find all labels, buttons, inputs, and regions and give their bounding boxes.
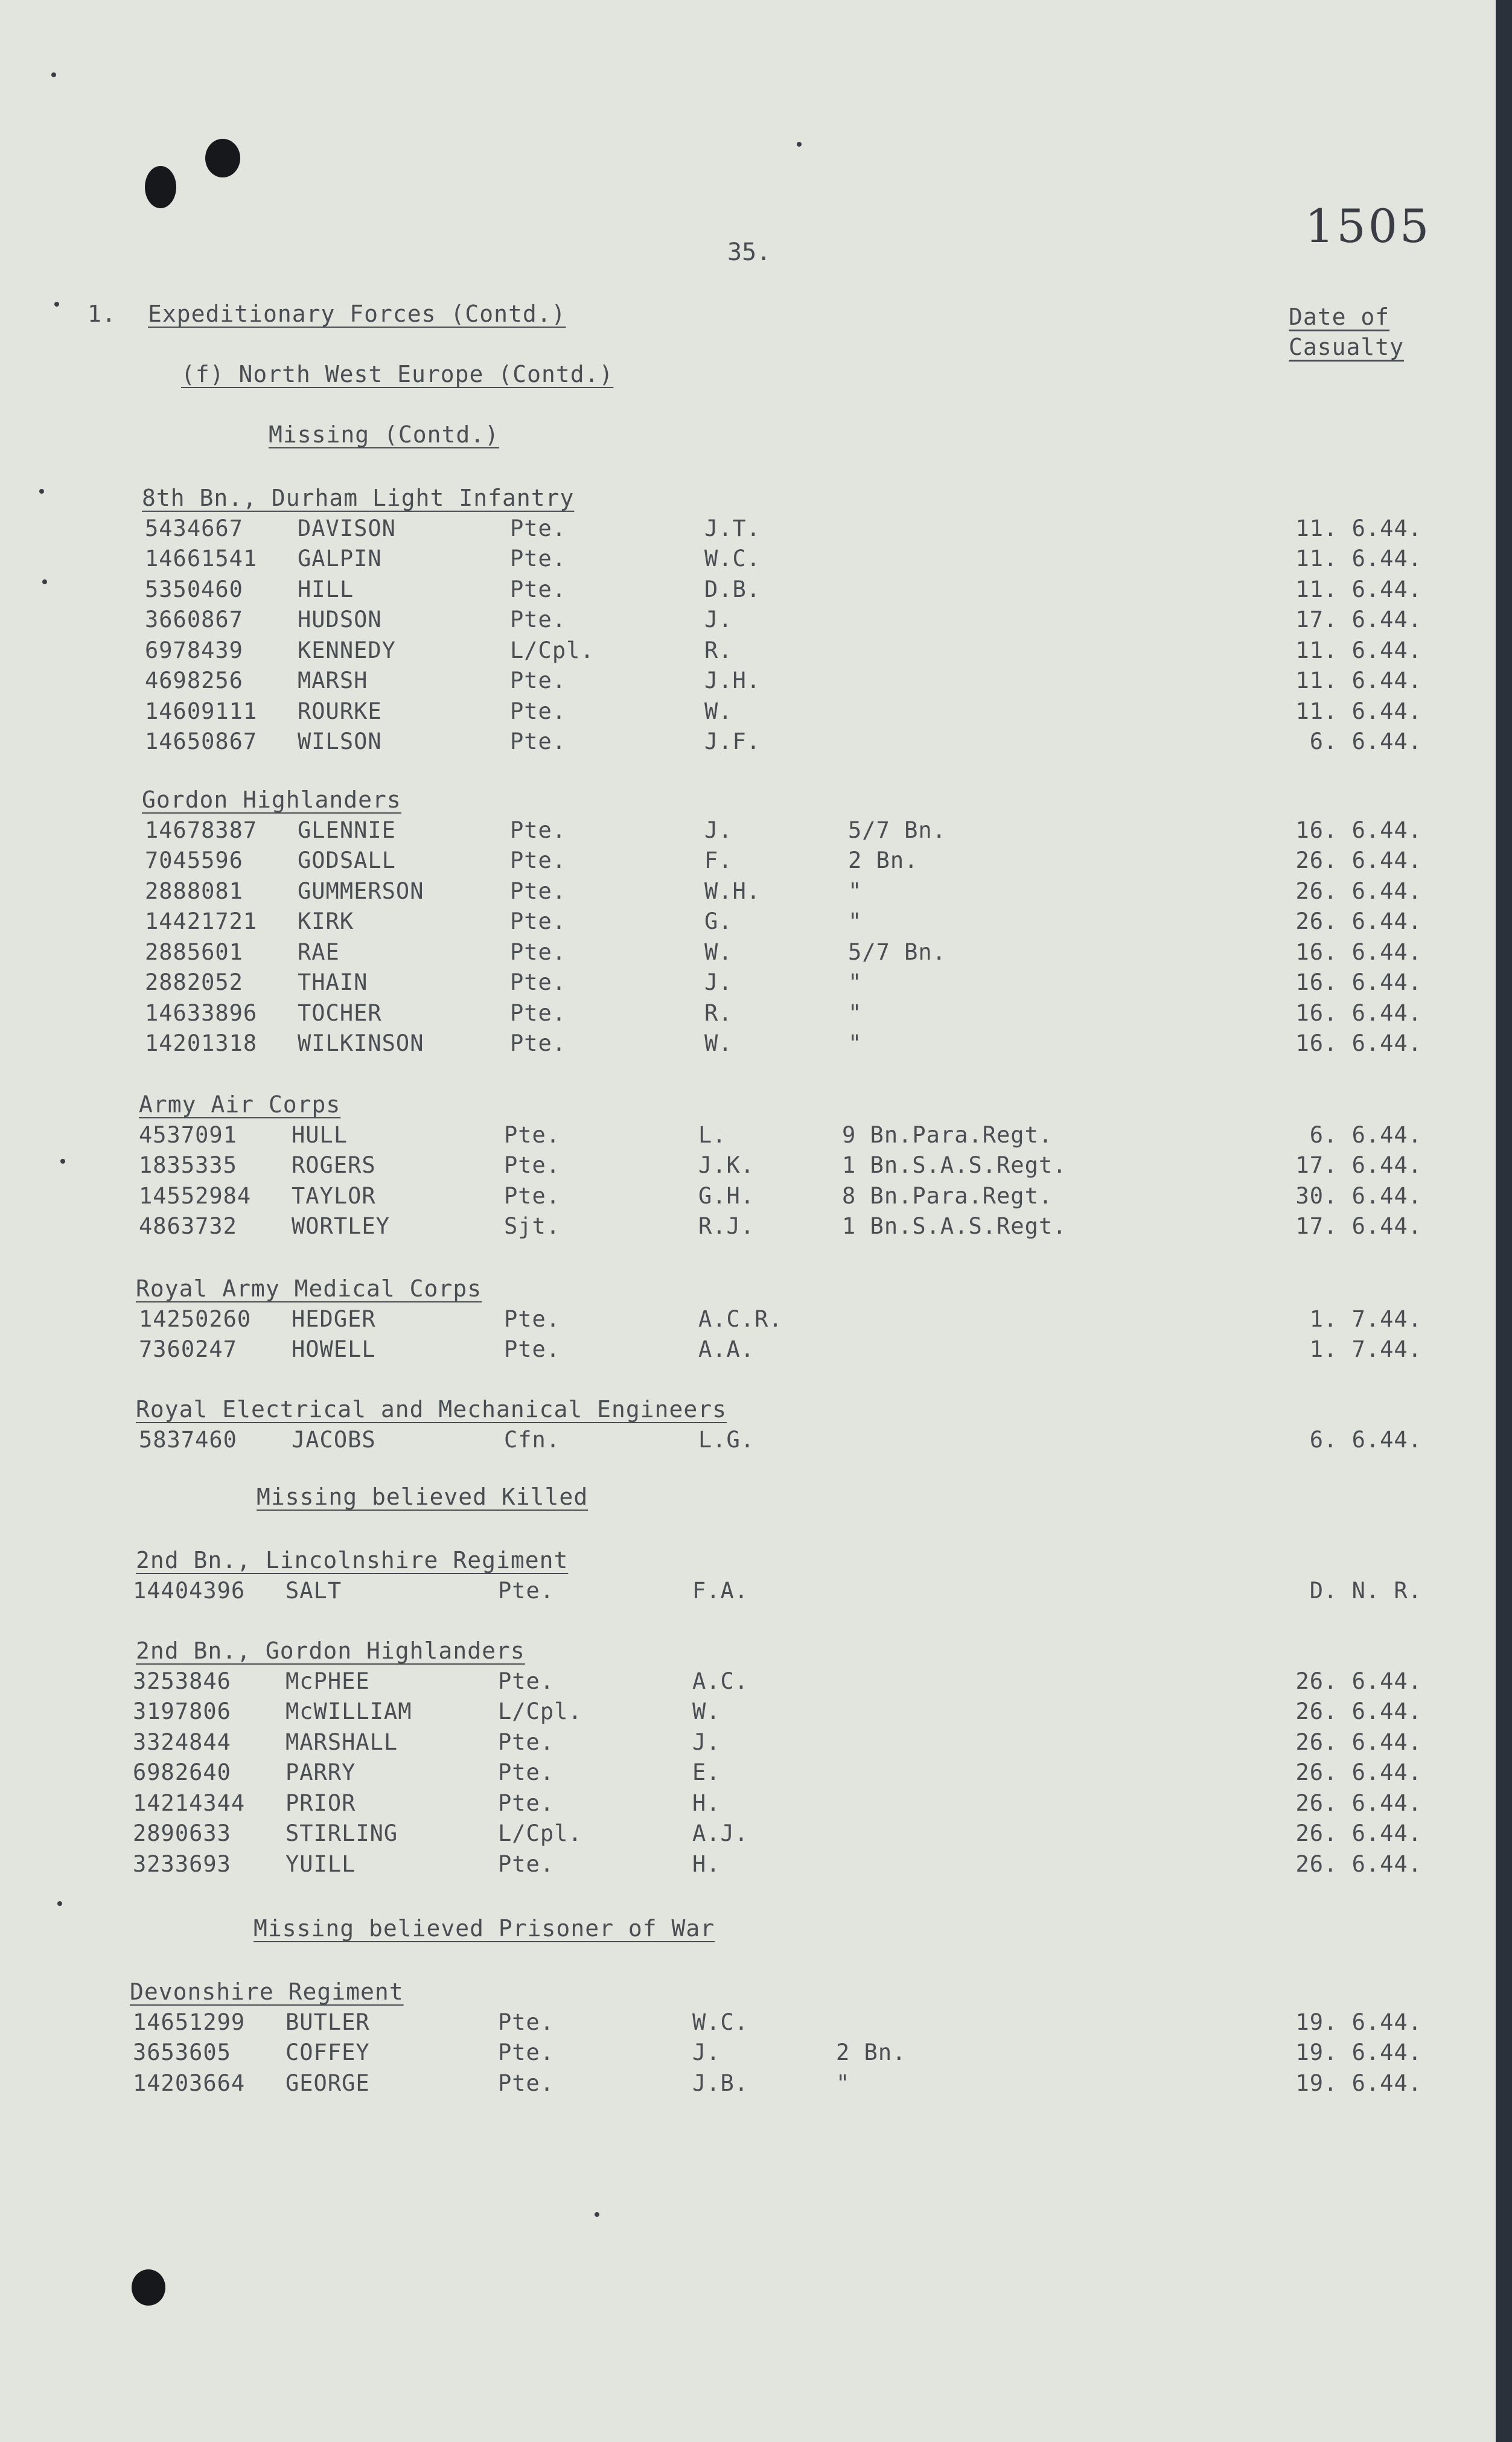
service-number: 3253846: [133, 1668, 231, 1694]
battalion: 8 Bn.Para.Regt.: [842, 1183, 1053, 1209]
casualty-date: 16. 6.44.: [1295, 969, 1422, 995]
casualty-row: [0, 1334, 1496, 1365]
rank: Pte.: [510, 939, 567, 965]
initials: H.: [692, 1851, 721, 1877]
battalion: ": [848, 969, 863, 995]
initials: W.: [704, 939, 733, 965]
rank: Pte.: [510, 546, 567, 572]
casualty-date: 26. 6.44.: [1295, 1820, 1422, 1846]
service-number: 6982640: [133, 1759, 231, 1785]
casualty-row: [0, 1425, 1496, 1455]
rank: Pte.: [498, 2039, 555, 2065]
unit-heading: Army Air Corps: [139, 1091, 341, 1118]
surname: COFFEY: [285, 2039, 370, 2065]
punch-hole-top-small: [145, 166, 176, 208]
casualty-date: 16. 6.44.: [1295, 1000, 1422, 1026]
casualty-row: [0, 666, 1496, 696]
casualty-date: 17. 6.44.: [1295, 607, 1422, 633]
casualty-row: [0, 1304, 1496, 1334]
rank: Pte.: [510, 515, 567, 541]
rank: Pte.: [510, 969, 567, 995]
casualty-row: [0, 1697, 1496, 1727]
casualty-date: 17. 6.44.: [1295, 1152, 1422, 1178]
rank: Pte.: [510, 698, 567, 724]
rank: Pte.: [498, 1729, 555, 1755]
surname: WILSON: [298, 728, 382, 754]
surname: MARSH: [298, 668, 368, 693]
casualty-row: [0, 937, 1496, 968]
battalion: 5/7 Bn.: [848, 817, 946, 843]
rank: Pte.: [504, 1336, 561, 1362]
surname: WILKINSON: [298, 1030, 424, 1056]
initials: J.: [704, 969, 733, 995]
surname: McPHEE: [285, 1668, 370, 1694]
initials: W.C.: [692, 2009, 749, 2035]
service-number: 14650867: [145, 728, 258, 754]
rank: Pte.: [510, 1000, 567, 1026]
casualty-row: [0, 1150, 1496, 1181]
battalion: ": [836, 2070, 850, 2096]
casualty-date: 16. 6.44.: [1295, 817, 1422, 843]
initials: E.: [692, 1759, 721, 1785]
casualty-row: [0, 544, 1496, 574]
section-number: 1.: [88, 301, 116, 327]
battalion: 2 Bn.: [848, 847, 919, 873]
paper-speck: [797, 142, 802, 147]
service-number: 14250260: [139, 1306, 252, 1332]
initials: A.C.R.: [698, 1306, 783, 1332]
surname: ROURKE: [298, 698, 382, 724]
casualty-row: [0, 907, 1496, 937]
rank: L/Cpl.: [510, 637, 595, 663]
rank: Pte.: [510, 576, 567, 602]
surname: THAIN: [298, 969, 368, 995]
initials: R.J.: [698, 1213, 755, 1239]
casualty-date: 11. 6.44.: [1295, 698, 1422, 724]
folio-number: 1505: [1305, 199, 1432, 253]
casualty-date: 26. 6.44.: [1295, 878, 1422, 904]
service-number: 6978439: [145, 637, 243, 663]
battalion: 1 Bn.S.A.S.Regt.: [842, 1152, 1067, 1178]
casualty-row: [0, 1028, 1496, 1059]
rank: Pte.: [510, 878, 567, 904]
date-header-line2: Casualty: [1289, 334, 1405, 360]
casualty-row: [0, 514, 1496, 544]
service-number: 14651299: [133, 2009, 246, 2035]
service-number: 14214344: [133, 1790, 246, 1816]
casualty-date: 16. 6.44.: [1295, 939, 1422, 965]
casualty-date: 26. 6.44.: [1295, 908, 1422, 934]
casualty-date: 6. 6.44.: [1309, 1122, 1422, 1148]
battalion: 5/7 Bn.: [848, 939, 946, 965]
service-number: 3660867: [145, 607, 243, 633]
casualty-row: [0, 846, 1496, 876]
initials: D.B.: [704, 576, 761, 602]
surname: McWILLIAM: [285, 1698, 412, 1724]
service-number: 5837460: [139, 1427, 237, 1453]
casualty-row: [0, 2007, 1496, 2038]
service-number: 5434667: [145, 515, 243, 541]
surname: HULL: [292, 1122, 348, 1148]
casualty-date: 1. 7.44.: [1309, 1336, 1422, 1362]
casualty-date: 11. 6.44.: [1295, 637, 1422, 663]
rank: Pte.: [504, 1122, 561, 1148]
initials: J.: [692, 1729, 721, 1755]
casualty-row: [0, 1758, 1496, 1788]
casualty-date: 17. 6.44.: [1295, 1213, 1422, 1239]
initials: W.C.: [704, 546, 761, 572]
service-number: 2890633: [133, 1820, 231, 1846]
surname: SALT: [285, 1578, 342, 1604]
casualty-row: [0, 575, 1496, 605]
initials: J.F.: [704, 728, 761, 754]
service-number: 14609111: [145, 698, 258, 724]
initials: J.H.: [704, 668, 761, 693]
casualty-row: [0, 1727, 1496, 1758]
battalion: ": [848, 908, 863, 934]
battalion: ": [848, 1030, 863, 1056]
surname: RAE: [298, 939, 340, 965]
battalion: 2 Bn.: [836, 2039, 907, 2065]
rank: Pte.: [498, 1790, 555, 1816]
rank: Sjt.: [504, 1213, 561, 1239]
surname: BUTLER: [285, 2009, 370, 2035]
surname: GLENNIE: [298, 817, 396, 843]
casualty-date: 16. 6.44.: [1295, 1030, 1422, 1056]
surname: HEDGER: [292, 1306, 376, 1332]
rank: Pte.: [510, 668, 567, 693]
service-number: 2888081: [145, 878, 243, 904]
service-number: 3233693: [133, 1851, 231, 1877]
battalion: 9 Bn.Para.Regt.: [842, 1122, 1053, 1148]
casualty-row: [0, 697, 1496, 727]
rank: Pte.: [510, 847, 567, 873]
casualty-date: 11. 6.44.: [1295, 515, 1422, 541]
service-number: 4537091: [139, 1122, 237, 1148]
battalion: ": [848, 878, 863, 904]
casualty-date: 30. 6.44.: [1295, 1183, 1422, 1209]
casualty-row: [0, 815, 1496, 846]
service-number: 14203664: [133, 2070, 246, 2096]
casualty-row: [0, 1819, 1496, 1849]
rank: Pte.: [504, 1152, 561, 1178]
service-number: 14661541: [145, 546, 258, 572]
rank: Pte.: [498, 1668, 555, 1694]
initials: F.A.: [692, 1578, 749, 1604]
casualty-row: [0, 998, 1496, 1028]
rank: Pte.: [498, 1578, 555, 1604]
rank: Cfn.: [504, 1427, 561, 1453]
surname: DAVISON: [298, 515, 396, 541]
casualty-date: 26. 6.44.: [1295, 1668, 1422, 1694]
service-number: 14678387: [145, 817, 258, 843]
initials: L.G.: [698, 1427, 755, 1453]
service-number: 4863732: [139, 1213, 237, 1239]
service-number: 3324844: [133, 1729, 231, 1755]
rank: Pte.: [510, 1030, 567, 1056]
service-number: 14404396: [133, 1578, 246, 1604]
surname: KENNEDY: [298, 637, 396, 663]
surname: MARSHALL: [285, 1729, 398, 1755]
surname: HILL: [298, 576, 354, 602]
service-number: 14633896: [145, 1000, 258, 1026]
page-edge: [1496, 0, 1512, 2442]
surname: GODSALL: [298, 847, 396, 873]
unit-heading: 2nd Bn., Lincolnshire Regiment: [136, 1547, 569, 1573]
initials: G.H.: [698, 1183, 755, 1209]
paper-speck: [595, 2212, 599, 2217]
unit-heading: Royal Electrical and Mechanical Engineers: [136, 1396, 727, 1423]
initials: J.: [704, 817, 733, 843]
casualty-date: 11. 6.44.: [1295, 546, 1422, 572]
surname: TOCHER: [298, 1000, 382, 1026]
casualty-date: 19. 6.44.: [1295, 2070, 1422, 2096]
casualty-row: [0, 1211, 1496, 1242]
service-number: 1835335: [139, 1152, 237, 1178]
initials: F.: [704, 847, 733, 873]
surname: JACOBS: [292, 1427, 376, 1453]
sub-heading: (f) North West Europe (Contd.): [181, 361, 614, 387]
surname: YUILL: [285, 1851, 356, 1877]
casualty-date: 26. 6.44.: [1295, 1729, 1422, 1755]
page-number: 35.: [727, 238, 771, 266]
service-number: 2882052: [145, 969, 243, 995]
service-number: 14201318: [145, 1030, 258, 1056]
surname: ROGERS: [292, 1152, 376, 1178]
surname: STIRLING: [285, 1820, 398, 1846]
initials: A.J.: [692, 1820, 749, 1846]
surname: GUMMERSON: [298, 878, 424, 904]
initials: J.: [692, 2039, 721, 2065]
initials: W.: [704, 1030, 733, 1056]
unit-heading: Gordon Highlanders: [142, 786, 401, 813]
unit-heading: Royal Army Medical Corps: [136, 1275, 482, 1302]
initials: J.T.: [704, 515, 761, 541]
surname: PRIOR: [285, 1790, 356, 1816]
initials: J.K.: [698, 1152, 755, 1178]
casualty-row: [0, 1181, 1496, 1211]
initials: J.: [704, 607, 733, 633]
unit-heading: 8th Bn., Durham Light Infantry: [142, 485, 575, 511]
casualty-row: [0, 2038, 1496, 2068]
casualty-row: [0, 1120, 1496, 1150]
casualty-row: [0, 2068, 1496, 2099]
paper-speck: [54, 302, 59, 307]
initials: J.B.: [692, 2070, 749, 2096]
service-number: 3653605: [133, 2039, 231, 2065]
casualty-date: 11. 6.44.: [1295, 668, 1422, 693]
service-number: 7045596: [145, 847, 243, 873]
section-heading: Expeditionary Forces (Contd.): [148, 301, 566, 327]
casualty-row: [0, 1849, 1496, 1879]
casualty-row: [0, 1666, 1496, 1697]
rank: Pte.: [498, 2070, 555, 2096]
casualty-row: [0, 968, 1496, 998]
casualty-row: [0, 876, 1496, 907]
surname: GALPIN: [298, 546, 382, 572]
paper-speck: [57, 1901, 62, 1906]
casualty-row: [0, 1788, 1496, 1819]
casualty-date: 26. 6.44.: [1295, 847, 1422, 873]
punch-hole-top: [205, 139, 240, 177]
rank: L/Cpl.: [498, 1698, 582, 1724]
punch-hole-bottom: [132, 2269, 165, 2306]
category-heading: Missing believed Killed: [257, 1484, 589, 1510]
casualty-row: [0, 636, 1496, 666]
service-number: 14552984: [139, 1183, 252, 1209]
rank: Pte.: [498, 2009, 555, 2035]
casualty-date: 26. 6.44.: [1295, 1759, 1422, 1785]
initials: H.: [692, 1790, 721, 1816]
initials: A.A.: [698, 1336, 755, 1362]
casualty-date: 6. 6.44.: [1309, 728, 1422, 754]
casualty-date: 19. 6.44.: [1295, 2039, 1422, 2065]
surname: PARRY: [285, 1759, 356, 1785]
rank: Pte.: [498, 1759, 555, 1785]
service-number: 7360247: [139, 1336, 237, 1362]
rank: Pte.: [510, 908, 567, 934]
initials: G.: [704, 908, 733, 934]
casualty-row: [0, 727, 1496, 757]
battalion: 1 Bn.S.A.S.Regt.: [842, 1213, 1067, 1239]
battalion: ": [848, 1000, 863, 1026]
service-number: 4698256: [145, 668, 243, 693]
initials: A.C.: [692, 1668, 749, 1694]
service-number: 14421721: [145, 908, 258, 934]
surname: KIRK: [298, 908, 354, 934]
rank: Pte.: [504, 1306, 561, 1332]
casualty-date: 26. 6.44.: [1295, 1698, 1422, 1724]
unit-heading: Devonshire Regiment: [130, 1978, 404, 2005]
paper-speck: [51, 72, 56, 77]
initials: W.: [704, 698, 733, 724]
casualty-date: 19. 6.44.: [1295, 2009, 1422, 2035]
casualty-date: D. N. R.: [1309, 1578, 1422, 1604]
initials: R.: [704, 637, 733, 663]
casualty-date: 11. 6.44.: [1295, 576, 1422, 602]
service-number: 3197806: [133, 1698, 231, 1724]
rank: Pte.: [498, 1851, 555, 1877]
casualty-date: 26. 6.44.: [1295, 1790, 1422, 1816]
casualty-row: [0, 1576, 1496, 1606]
service-number: 2885601: [145, 939, 243, 965]
initials: R.: [704, 1000, 733, 1026]
surname: TAYLOR: [292, 1183, 376, 1209]
surname: WORTLEY: [292, 1213, 390, 1239]
rank: Pte.: [510, 817, 567, 843]
surname: HUDSON: [298, 607, 382, 633]
surname: HOWELL: [292, 1336, 376, 1362]
service-number: 5350460: [145, 576, 243, 602]
casualty-date: 1. 7.44.: [1309, 1306, 1422, 1332]
rank: Pte.: [510, 607, 567, 633]
date-header-line1: Date of: [1289, 304, 1390, 330]
rank: Pte.: [510, 728, 567, 754]
casualty-date: 6. 6.44.: [1309, 1427, 1422, 1453]
paper-speck: [39, 489, 44, 494]
category-heading: Missing (Contd.): [269, 421, 500, 448]
casualty-row: [0, 605, 1496, 635]
initials: L.: [698, 1122, 727, 1148]
unit-heading: 2nd Bn., Gordon Highlanders: [136, 1637, 525, 1664]
casualty-date: 26. 6.44.: [1295, 1851, 1422, 1877]
initials: W.: [692, 1698, 721, 1724]
category-heading: Missing believed Prisoner of War: [254, 1915, 715, 1942]
initials: W.H.: [704, 878, 761, 904]
rank: Pte.: [504, 1183, 561, 1209]
rank: L/Cpl.: [498, 1820, 582, 1846]
surname: GEORGE: [285, 2070, 370, 2096]
